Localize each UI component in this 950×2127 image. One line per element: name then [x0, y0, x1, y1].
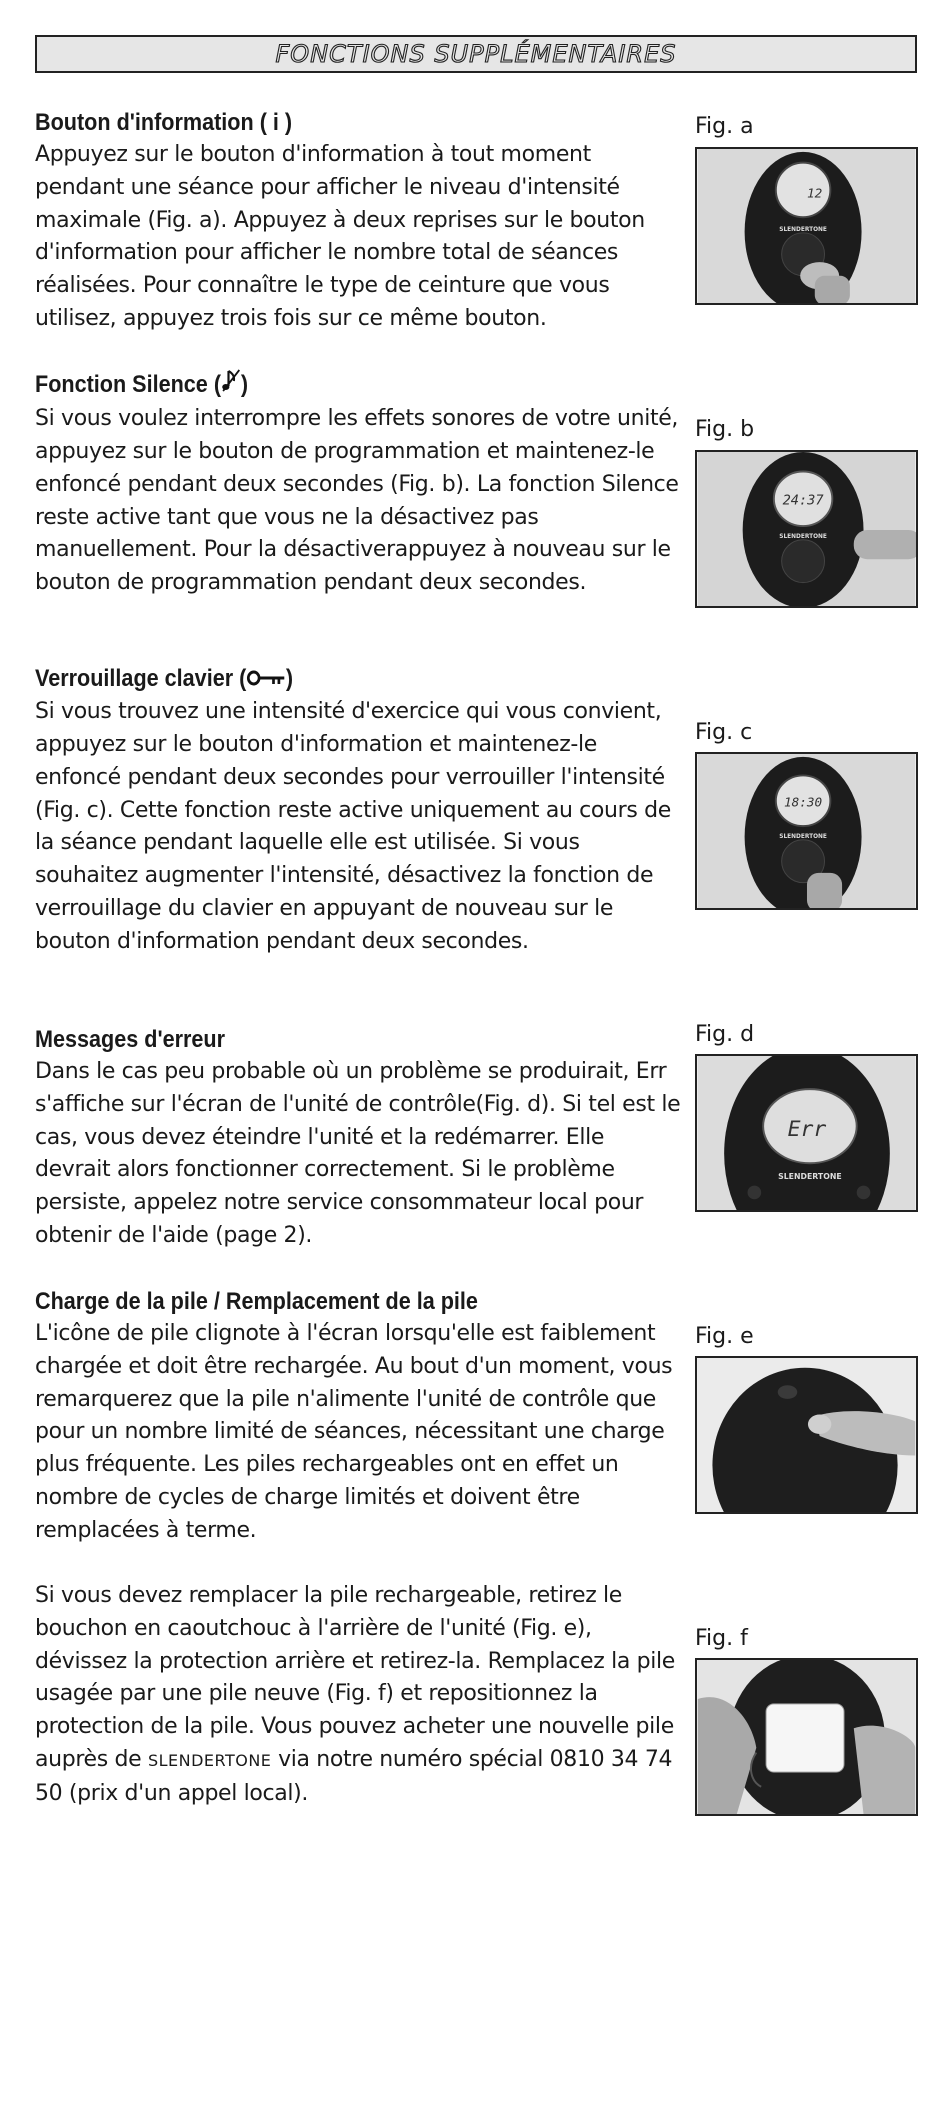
figure-d-photo [695, 1054, 918, 1212]
section-title: Messages d'erreur [35, 1026, 226, 1053]
section-text: Si vous voulez interrompre les effets sonores de votre unité, appuyez sur le bouton de programmation et maintenez-le enfoncé pendant deux secondes (Fig. b). La fonction Silence reste active tant que vous ne la désactivez pas manuellement. Pour la désactiverappuyez à nouveau sur le bouton de programmation pendant deux secondes. [35, 406, 679, 596]
section-title: Charge de la pile / Remplacement de la pile [35, 1288, 478, 1315]
figure-label: Fig. b [695, 417, 755, 442]
figure-c-photo [695, 752, 918, 910]
mute-music-note-icon [221, 368, 241, 403]
device-brand: SLENDERTONE [778, 1171, 842, 1181]
lcd-display: 18:30 [784, 794, 823, 810]
lcd-display: 12 [806, 185, 823, 201]
key-icon [246, 663, 286, 696]
figure-label: Fig. d [695, 1022, 755, 1047]
section-keypad-lock [35, 662, 685, 959]
section-silence [35, 368, 685, 600]
figure-label: Fig. a [695, 114, 754, 139]
brand-name: SLENDERTONE [147, 1750, 272, 1770]
lcd-display: 24:37 [782, 492, 824, 509]
figure-label: Fig. f [695, 1626, 748, 1651]
figure-label: Fig. c [695, 720, 753, 745]
section-text: Appuyez sur le bouton d'information à tout moment pendant une séance pour afficher le niveau d'intensité maximale (Fig. a). Appuyez à deux reprises sur le bouton d'information pour afficher le nombre total de séances réalisées. Pour connaître le type de ceinture que vous utilisez, appuyez trois fois sur ce même bouton. [35, 142, 645, 331]
section-title: Fonction Silence ( ) [35, 368, 620, 403]
banner-title: FONCTIONS SUPPLÉMENTAIRES [275, 40, 677, 68]
figure-a-photo [695, 147, 918, 305]
section-text: Si vous devez remplacer la pile rechargeable, retirez le bouchon en caoutchouc à l'arrière de l'unité (Fig. e), dévissez la protection arrière et retirez-la. Remplacez la pile usagée par une pile neuve (Fig. f) et repositionnez la protection de la pile. Vous pouvez acheter une nouvelle pile auprès de SLENDERTONE via notre numéro spécial 0810 34 74 50 (prix d'un appel local). [35, 1583, 675, 1806]
figure-f-photo [695, 1658, 918, 1816]
device-brand: SLENDERTONE [779, 226, 827, 233]
lcd-display: Err [787, 1116, 827, 1142]
section-error-messages [35, 1023, 685, 1253]
section-battery-replacement [35, 1580, 685, 1811]
device-brand: SLENDERTONE [779, 833, 827, 840]
page-banner [35, 35, 917, 73]
section-title: Bouton d'information ( i ) [35, 109, 293, 136]
device-brand: SLENDERTONE [779, 533, 827, 540]
section-text: Si vous trouvez une intensité d'exercice qui vous convient, appuyez sur le bouton d'information et maintenez-le enfoncé pendant deux secondes pour verrouiller l'intensité (Fig. c). Cette fonction reste active uniquement au cours de la séance pendant laquelle elle est utilisée. Si vous souhaitez augmenter l'intensité, désactivez la fonction de verrouillage du clavier en appuyant de nouveau sur le bouton d'information pendant deux secondes. [35, 699, 671, 954]
figure-label: Fig. e [695, 1324, 754, 1349]
section-info-button [35, 106, 685, 336]
section-text: Dans le cas peu probable où un problème se produirait, Err s'affiche sur l'écran de l'unité de contrôle(Fig. d). Si tel est le cas, vous devez éteindre l'unité et la redémarrer. Elle devrait alors fonctionner correctement. Si le problème persiste, appelez notre service consommateur local pour obtenir de l'aide (page 2). [35, 1059, 681, 1248]
figure-e-photo [695, 1356, 918, 1514]
section-text: L'icône de pile clignote à l'écran lorsqu'elle est faiblement chargée et doit être rechargée. Au bout d'un moment, vous remarquerez que la pile n'alimente l'unité de contrôle que pour un nombre limité de séances, nécessitant une charge plus fréquente. Les piles rechargeables ont en effet un nombre de cycles de charge limités et doivent être remplacées à terme. [35, 1321, 673, 1543]
section-title: Verrouillage clavier ( ) [35, 662, 620, 696]
section-battery-charge [35, 1285, 685, 1548]
figure-b-photo [695, 450, 918, 608]
